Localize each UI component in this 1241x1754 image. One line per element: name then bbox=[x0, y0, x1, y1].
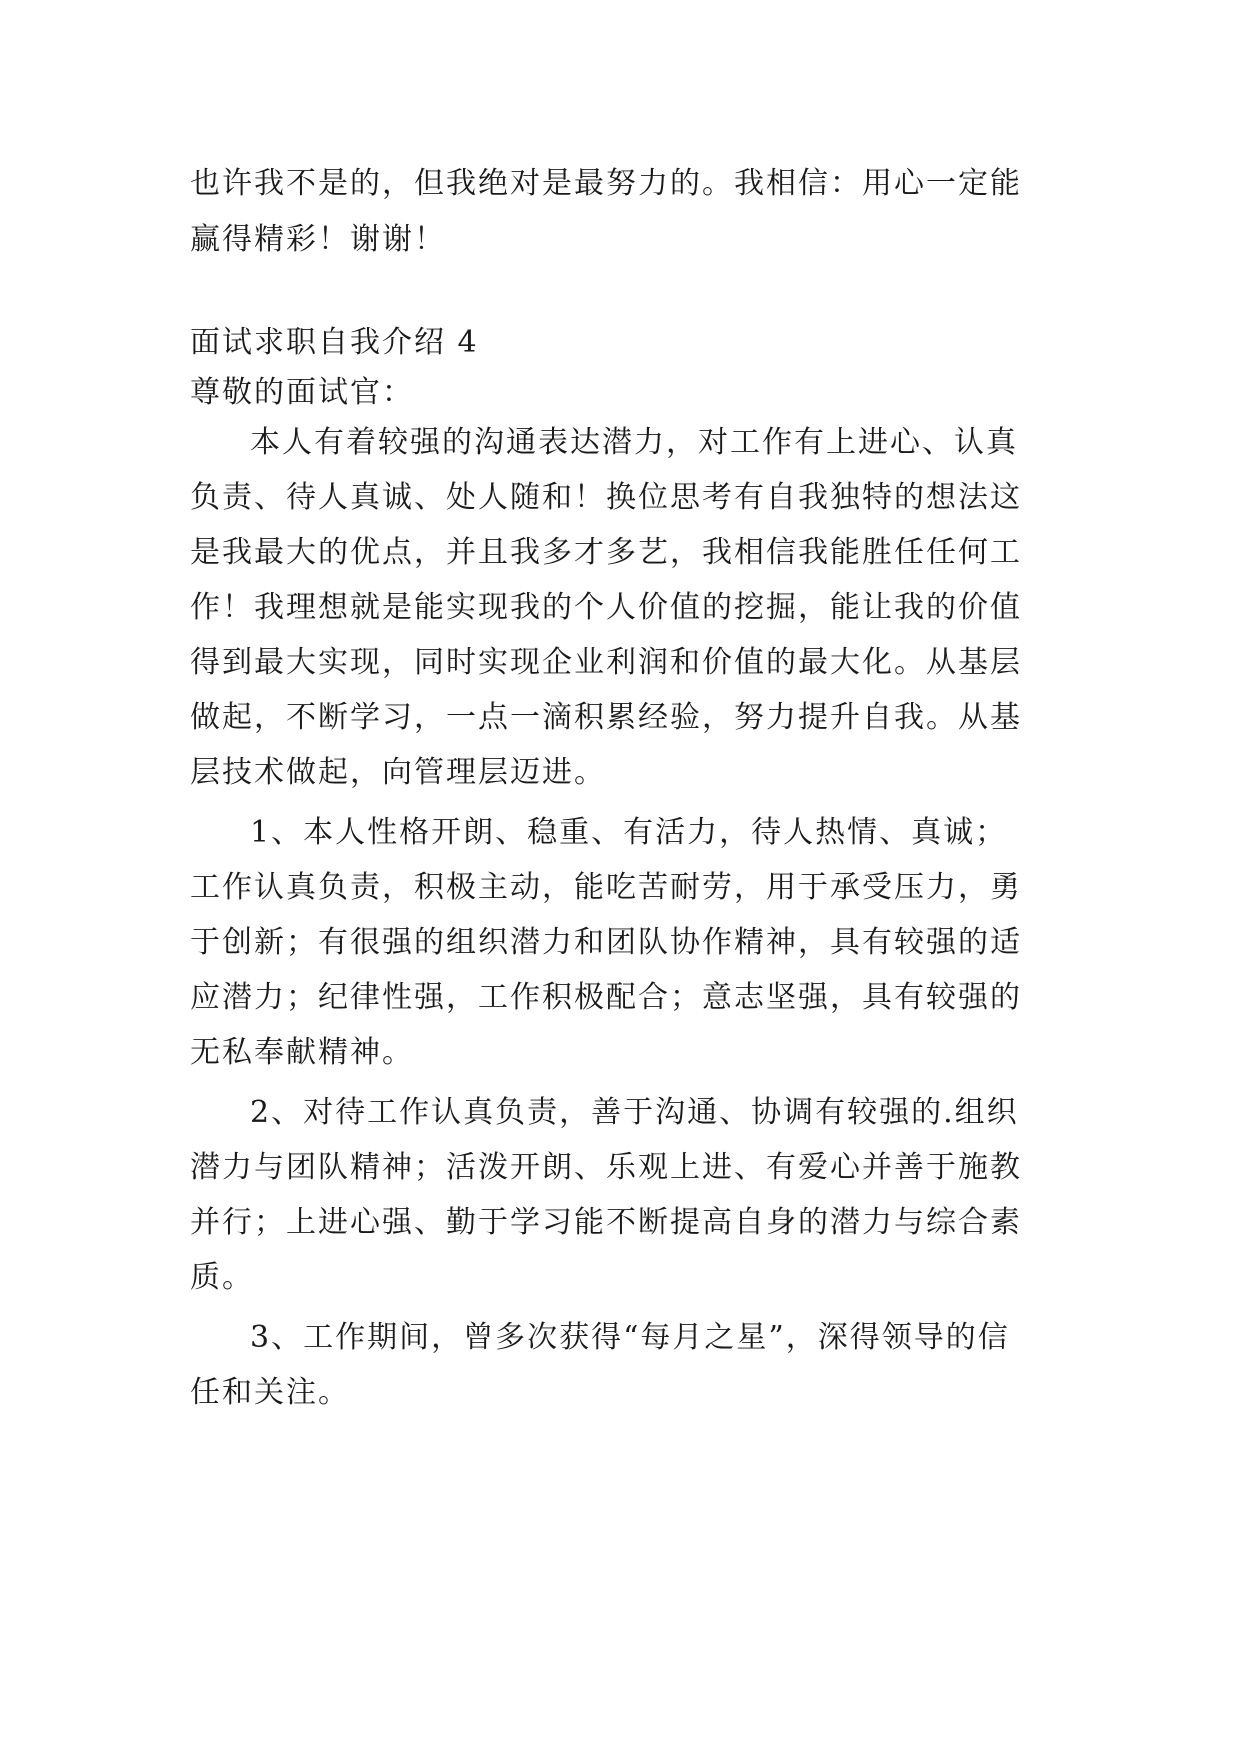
text-line: 2、对待工作认真负责，善于沟通、协调有较强的.组织 bbox=[250, 1095, 1019, 1130]
text-line: 赢得精彩！谢谢！ bbox=[190, 222, 446, 257]
text-line: 是我最大的优点，并且我多才多艺，我相信我能胜任任何工 bbox=[190, 535, 1022, 570]
text-line: 也许我不是的，但我绝对是最努力的。我相信：用心一定能 bbox=[190, 166, 1022, 201]
text-line: 本人有着较强的沟通表达潜力，对工作有上进心、认真 bbox=[250, 425, 1018, 460]
text-line: 于创新；有很强的组织潜力和团队协作精神，具有较强的适 bbox=[190, 925, 1022, 960]
text-line: 应潜力；纪律性强，工作积极配合；意志坚强，具有较强的 bbox=[190, 980, 1022, 1015]
text-line: 得到最大实现，同时实现企业利润和价值的最大化。从基层 bbox=[190, 645, 1022, 680]
text-line: 潜力与团队精神；活泼开朗、乐观上进、有爱心并善于施教 bbox=[190, 1150, 1022, 1185]
text-line: 任和关注。 bbox=[190, 1375, 350, 1410]
text-line: 负责、待人真诚、处人随和！换位思考有自我独特的想法这 bbox=[190, 480, 1022, 515]
text-line: 作！我理想就是能实现我的个人价值的挖掘，能让我的价值 bbox=[190, 590, 1022, 625]
text-line: 工作认真负责，积极主动，能吃苦耐劳，用于承受压力，勇 bbox=[190, 870, 1022, 905]
text-line: 并行；上进心强、勤于学习能不断提高自身的潜力与综合素 bbox=[190, 1205, 1022, 1240]
text-line: 无私奉献精神。 bbox=[190, 1035, 414, 1070]
salutation: 尊敬的面试官： bbox=[190, 375, 414, 410]
text-line: 1、本人性格开朗、稳重、有活力，待人热情、真诚； bbox=[250, 815, 1008, 850]
text-line: 质。 bbox=[190, 1260, 254, 1295]
text-line: 3、工作期间，曾多次获得“每月之星”，深得领导的信 bbox=[250, 1320, 1010, 1355]
text-line: 做起，不断学习，一点一滴积累经验，努力提升自我。从基 bbox=[190, 700, 1022, 735]
text-line: 层技术做起，向管理层迈进。 bbox=[190, 755, 606, 790]
section-title: 面试求职自我介绍 4 bbox=[190, 325, 479, 360]
